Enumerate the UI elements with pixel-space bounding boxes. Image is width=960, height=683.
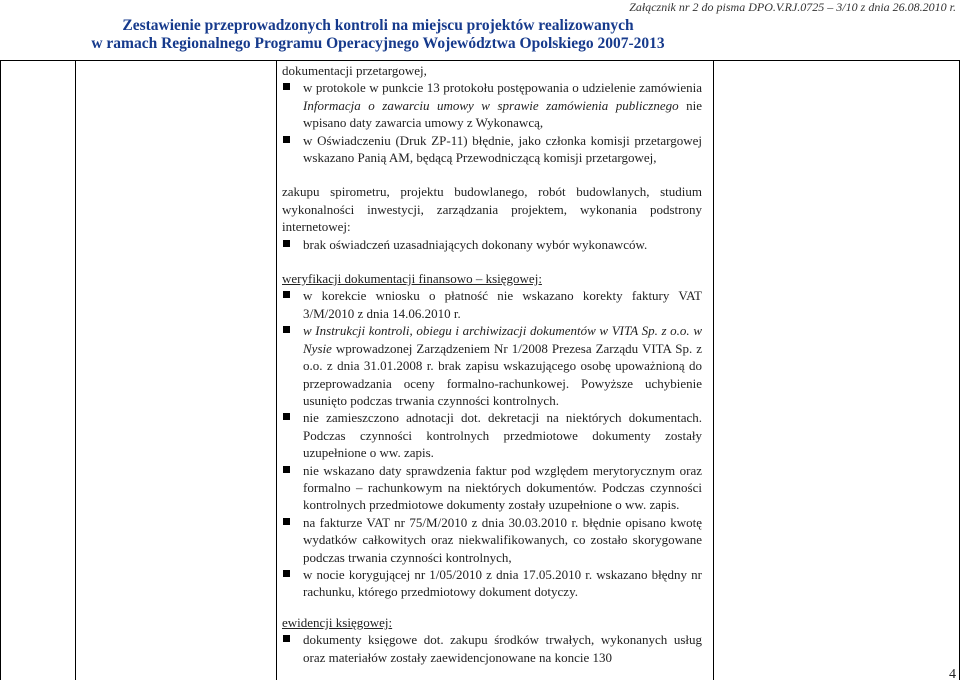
list-item-text: w Oświadczeniu (Druk ZP-11) błędnie, jako członka komisji przetargowej wskazano Panią AM, będącą Przewodniczącą komisji przetargowej, (303, 132, 702, 166)
title-line-1: Zestawienie przeprowadzonych kontroli na miejscu projektów realizowanych (122, 17, 634, 34)
section1-list (282, 79, 702, 166)
list-item (282, 409, 702, 461)
list-item (282, 566, 702, 601)
table-divider-2 (276, 60, 277, 680)
title-line-2: w ramach Regionalnego Programu Operacyjnego Województwa Opolskiego 2007-2013 (91, 35, 665, 52)
page-number: 4 (949, 667, 956, 682)
annex-reference: Załącznik nr 2 do pisma DPO.V.RJ.0725 – 3/10 z dnia 26.08.2010 r. (629, 0, 956, 14)
list-item (282, 79, 702, 131)
section1-intro: dokumentacji przetargowej, (282, 63, 427, 78)
list-item-text: w korekcie wniosku o płatność nie wskazano korekty faktury VAT 3/M/2010 z dnia 14.06.2010 r. (303, 288, 702, 321)
section4-heading: ewidencji księgowej: (282, 614, 393, 630)
list-item-text: nie zamieszczono adnotacji dot. dekretacji na niektórych dokumentach. Podczas czynności kontrolnych przedmiotowe dokumenty zostały uzupełnione o ww. zapis. (303, 410, 702, 461)
list-item: brak oświadczeń uzasadniających dokonany wybór wykonawców. (282, 236, 702, 253)
list-item-text: nie wpisano daty zawarcia umowy z Wykonawcą, (303, 97, 702, 131)
section4-list (282, 631, 702, 666)
table-divider-3 (713, 60, 714, 680)
table-divider-1 (75, 60, 76, 680)
list-item (282, 631, 702, 666)
table-border-left (0, 60, 1, 680)
list-item (282, 132, 702, 167)
list-item-text: w nocie korygującej nr 1/05/2010 z dnia 17.05.2010 r. wskazano błędny nr rachunku, którego przedmiotowy dokument dotyczy. (303, 566, 702, 600)
document-title (0, 17, 756, 53)
list-item-text: w protokole w punkcie 13 protokołu postępowania o udzielenie zamówienia (303, 80, 702, 96)
list-item-text: wprowadzonej Zarządzeniem Nr 1/2008 Prezesa Zarządu VITA Sp. z o.o. z dnia 31.01.2008 r. brak zapisu wskazującego osobę upoważnioną do przeprowadzania oceny formalno-rachunkowej. Powyższe uchybienie usunięto podczas trwania czynności kontrolnych. (303, 340, 702, 408)
list-item-text: na fakturze VAT nr 75/M/2010 z dnia 30.03.2010 r. błędnie opisano kwotę wydatków całkowitych oraz niekwalifikowanych, co zostało skorygowane podczas trwania czynności kontrolnych, (303, 514, 702, 565)
list-item-text: w Instrukcji kontroli, obiegu i archiwizacji dokumentów w VITA Sp. z o.o. w Nysie (303, 323, 702, 356)
section2-intro: zakupu spirometru, projektu budowlanego, robót budowlanych, studium wykonalności inwestycji, zarządzania projektem, wykonania podstrony internetowej: (282, 184, 702, 235)
findings-cell (282, 62, 702, 666)
list-item-text: Informacja o zawarciu umowy w sprawie zamówienia publicznego (303, 97, 679, 113)
list-item (282, 514, 702, 566)
table-top-border (0, 60, 960, 61)
list-item (282, 287, 702, 322)
list-item (282, 322, 702, 409)
list-item (282, 462, 702, 514)
section3-list (282, 287, 702, 600)
list-item-text: nie wskazano daty sprawdzenia faktur pod względem merytorycznym oraz formalno – rachunkowym na niektórych dokumentów. Podczas czynności kontrolnych przedmiotowe dokumenty zostały uzupełnione o ww. zapis. (303, 462, 702, 513)
list-item-text: dokumenty księgowe dot. zakupu środków trwałych, wykonanych usług oraz materiałów zostały zaewidencjonowane na koncie 130 (303, 632, 702, 665)
section3-heading: weryfikacji dokumentacji finansowo – księgowej: (282, 271, 542, 287)
